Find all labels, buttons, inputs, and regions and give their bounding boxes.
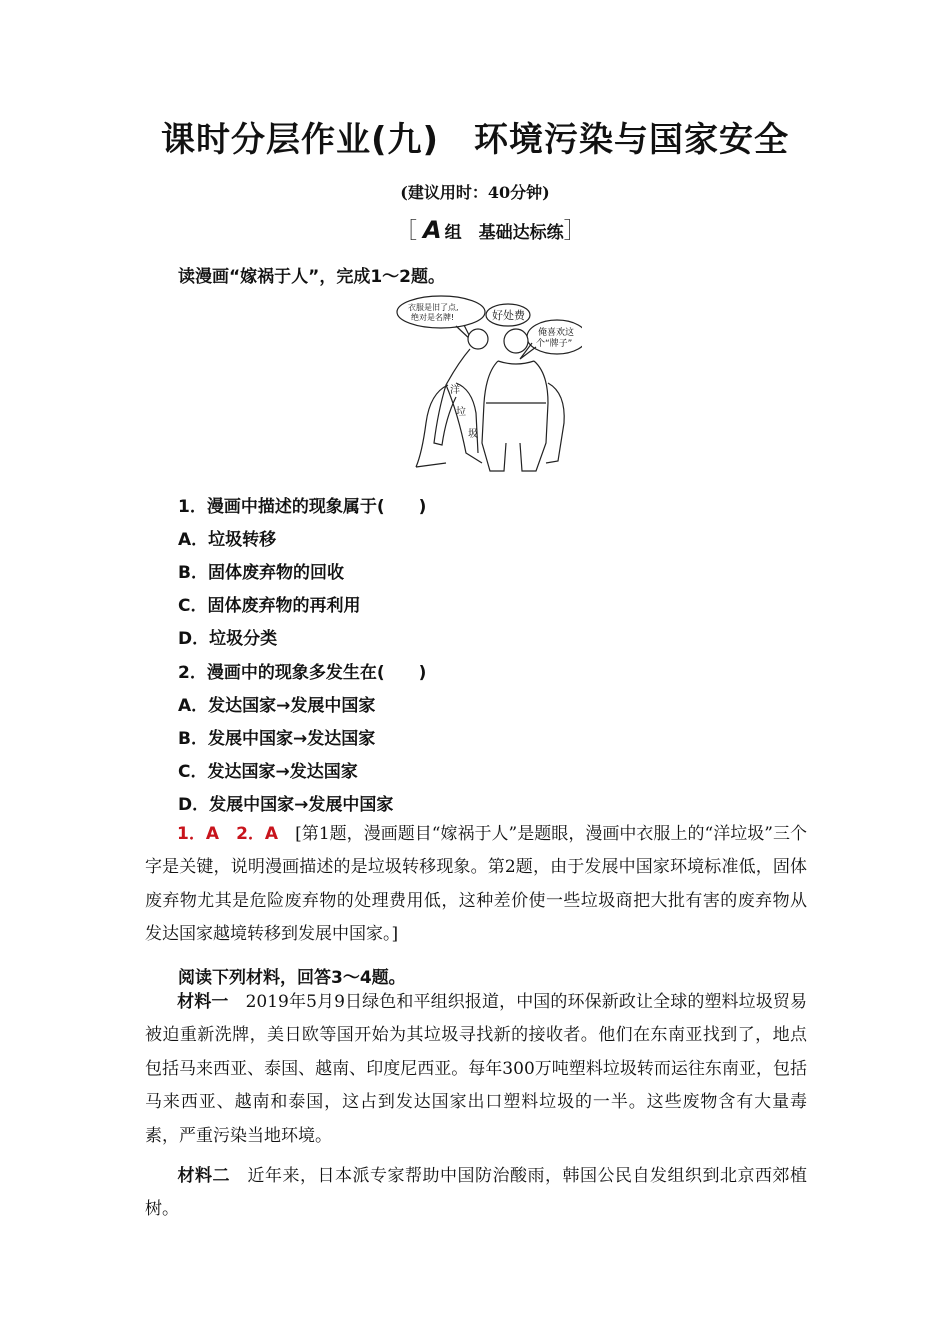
material-1-text: 2019年5月9日绿色和平组织报道，中国的环保新政让全球的塑料垃圾贸易被迫重新洗牌，美日欧等国开始为其垃圾寻找新的接收者。他们在东南亚找到了，地点包括马来西亚、泰国、越南、印度尼西亚。每年300万吨塑料垃圾转而运往东南亚，包括马来西亚、越南和泰国，这占到发达国家出口塑料垃圾的一半。这些废物含有大量毒素，严重污染当地环境。 <box>145 992 808 1146</box>
question-2-option-c: C．发达国家→发达国家 <box>178 762 358 782</box>
answer-explanation: [第1题，漫画题目“嫁祸于人”是题眼，漫画中衣服上的“洋垃圾”三个字是关键，说明漫画描述的是垃圾转移现象。第2题，由于发展中国家环境标准低，固体废弃物尤其是危险废弃物的处理费用低，这种差价使一些垃圾商把大批有害的废弃物从发达国家越境转移到发展中国家。] <box>145 824 807 945</box>
page-title: 课时分层作业(九) 环境污染与国家安全 <box>160 120 790 160</box>
question-1-option-a: A．垃圾转移 <box>178 530 277 550</box>
question-2-stem: 2．漫画中的现象多发生在( ) <box>178 663 427 683</box>
coat-label-2: 垃 <box>456 407 466 418</box>
bracket-close: ］ <box>563 219 586 244</box>
bubble2-text: 好处费 <box>492 309 525 322</box>
group-label: 组 基础达标练 <box>444 223 564 243</box>
coat-label-3: 圾 <box>468 429 478 440</box>
answer-block <box>145 818 807 952</box>
question-2-option-a: A．发达国家→发展中国家 <box>178 696 376 716</box>
time-suggestion: (建议用时：40分钟) <box>400 183 550 202</box>
question-1-option-b: B．固体废弃物的回收 <box>178 563 344 583</box>
material-2-text: 近年来，日本派专家帮助中国防治酸雨，韩国公民自发组织到北京西郊植树。 <box>145 1166 807 1220</box>
question-1-option-d: D．垃圾分类 <box>178 629 278 649</box>
material-1-label: 材料一 <box>177 992 229 1012</box>
bubble1-line1: 衣服是旧了点, <box>408 303 459 312</box>
question-2-option-d: D．发展中国家→发展中国家 <box>178 795 394 815</box>
group-letter: A <box>423 216 442 244</box>
bubble3-line2: 个“牌子” <box>536 339 573 349</box>
bracket-open: ［ <box>395 219 418 244</box>
bubble3-line1: 俺喜欢这 <box>538 328 575 338</box>
question-1-stem: 1．漫画中描述的现象属于( ) <box>178 497 427 517</box>
intro-1: 读漫画“嫁祸于人”，完成1～2题。 <box>178 267 446 287</box>
coat-label-1: 洋 <box>450 385 460 396</box>
intro-2: 阅读下列材料，回答3～4题。 <box>178 968 406 988</box>
question-1-option-c: C．固体废弃物的再利用 <box>178 596 361 616</box>
material-2 <box>145 1160 807 1227</box>
answer-key: 1．A 2．A <box>177 824 279 844</box>
material-1 <box>145 986 807 1153</box>
group-heading <box>395 214 586 245</box>
bubble1-line2: 绝对是名牌! <box>411 313 455 322</box>
material-2-label: 材料二 <box>177 1166 230 1186</box>
question-2-option-b: B．发展中国家→发达国家 <box>178 729 376 749</box>
speech-bubble-1 <box>397 296 485 328</box>
cartoon-illustration <box>386 293 582 473</box>
